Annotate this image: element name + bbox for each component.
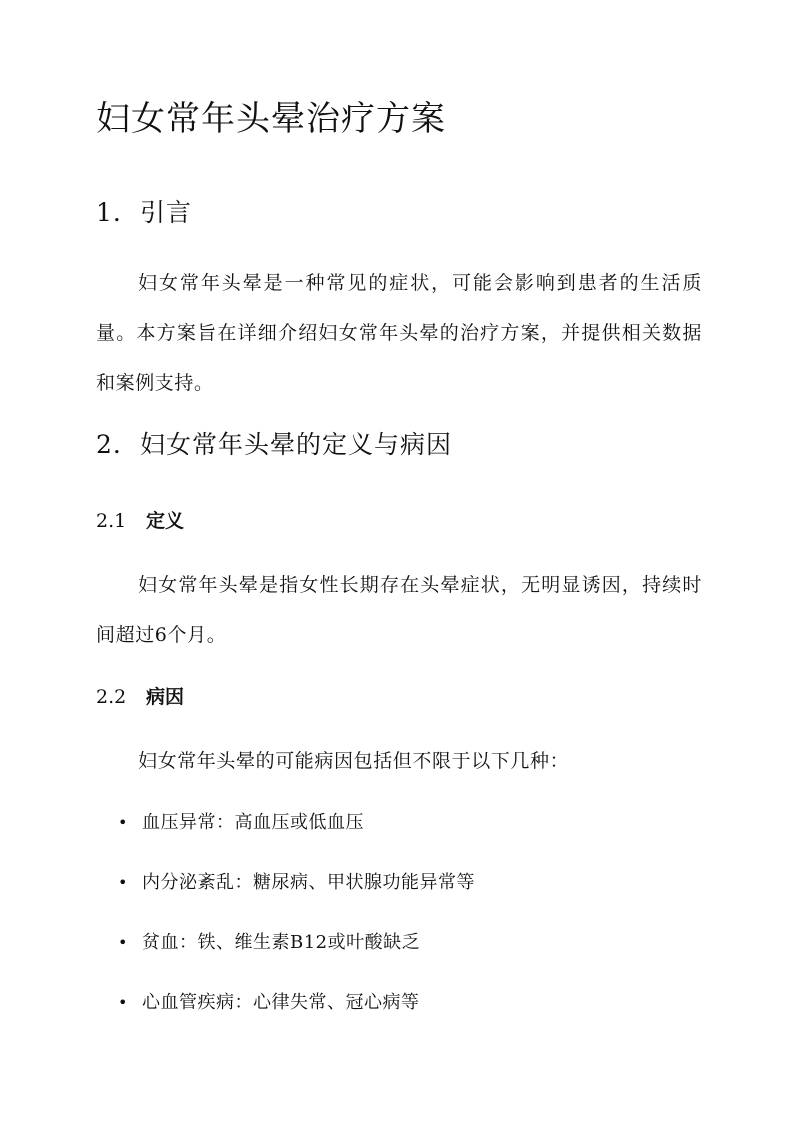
causes-list (118, 803, 475, 1043)
list-item-text: 贫血：铁、维生素B12或叶酸缺乏 (142, 932, 421, 953)
definition-paragraph: 妇女常年头晕是指女性长期存在头晕症状，无明显诱因，持续时间超过6个月。 (96, 574, 702, 646)
section-title: 引言 (140, 198, 193, 227)
list-item (118, 923, 475, 983)
list-item-text: 内分泌紊乱：糖尿病、甲状腺功能异常等 (142, 872, 475, 893)
subsection-title: 病因 (146, 686, 185, 708)
section-heading-introduction (96, 196, 192, 230)
document-title: 妇女常年头晕治疗方案 (96, 99, 446, 139)
section-heading-definition-and-causes (96, 428, 452, 462)
bullet-icon: • (118, 873, 128, 892)
bullet-icon: • (118, 933, 128, 952)
list-item (118, 863, 475, 923)
section-title: 妇女常年头晕的定义与病因 (140, 430, 453, 459)
causes-intro-paragraph: 妇女常年头晕的可能病因包括但不限于以下几种： (138, 750, 570, 772)
subsection-title: 定义 (146, 510, 185, 532)
bullet-icon: • (118, 993, 128, 1012)
section-number: 1. (96, 198, 122, 227)
subsection-heading-definition (96, 507, 184, 535)
list-item-text: 血压异常：高血压或低血压 (142, 812, 364, 833)
list-item-text: 心血管疾病：心律失常、冠心病等 (142, 992, 420, 1013)
list-item (118, 803, 475, 863)
section-number: 2. (96, 430, 122, 459)
subsection-number: 2.1 (96, 510, 127, 532)
list-item (118, 983, 475, 1043)
introduction-paragraph: 妇女常年头晕是一种常见的症状，可能会影响到患者的生活质量。本方案旨在详细介绍妇女常年头晕的治疗方案，并提供相关数据和案例支持。 (96, 272, 702, 394)
subsection-heading-causes (96, 683, 184, 711)
subsection-number: 2.2 (96, 686, 127, 708)
bullet-icon: • (118, 813, 128, 832)
